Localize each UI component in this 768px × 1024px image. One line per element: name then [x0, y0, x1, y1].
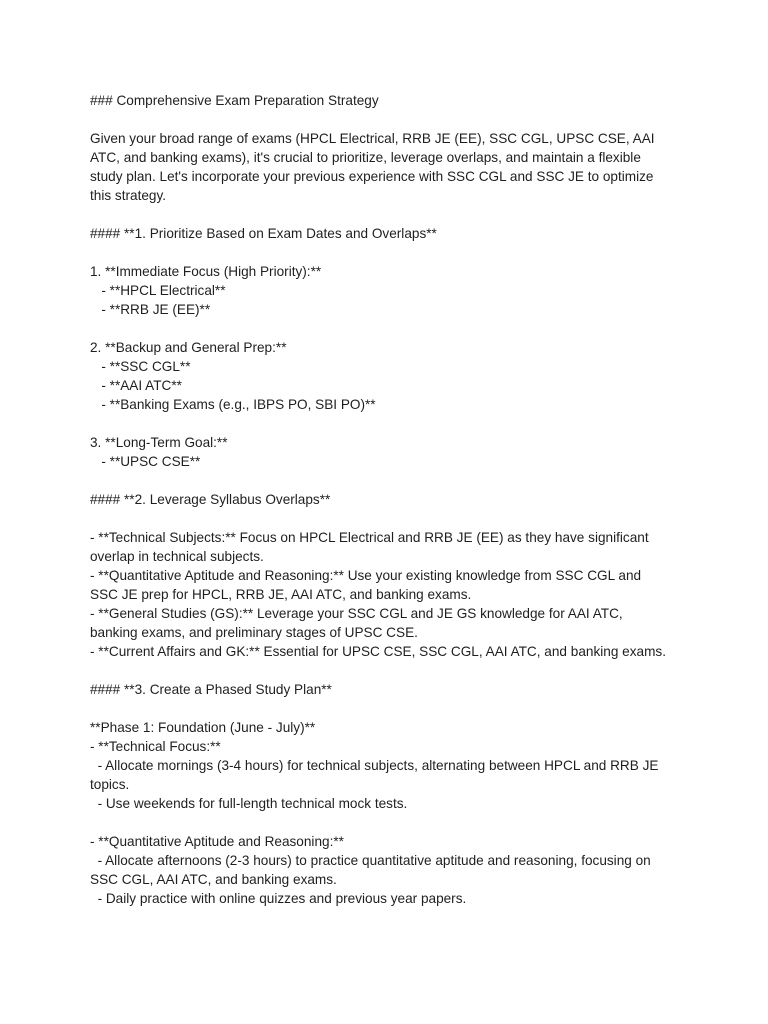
- sub-list-item: - **Banking Exams (e.g., IBPS PO, SBI PO)**: [90, 397, 376, 412]
- paragraph-line: SSC CGL, AAI ATC, and banking exams.: [90, 872, 337, 887]
- blank-line: [90, 205, 690, 224]
- sub-list-item: - Allocate mornings (3-4 hours) for technical subjects, alternating between HPCL and RRB JE: [90, 758, 659, 773]
- paragraph-line: overlap in technical subjects.: [90, 549, 264, 564]
- blank-line: [90, 110, 690, 129]
- intro-line: ATC, and banking exams), it's crucial to prioritize, leverage overlaps, and maintain a flexible: [90, 150, 641, 165]
- blank-line: [90, 699, 690, 718]
- document-body: [90, 91, 690, 908]
- section-heading: #### **3. Create a Phased Study Plan**: [90, 682, 332, 697]
- blank-line: [90, 509, 690, 528]
- paragraph-line: - **Current Affairs and GK:** Essential for UPSC CSE, SSC CGL, AAI ATC, and banking exams.: [90, 644, 666, 659]
- blank-line: [90, 414, 690, 433]
- paragraph-line: SSC JE prep for HPCL, RRB JE, AAI ATC, and banking exams.: [90, 587, 472, 602]
- blank-line: [90, 471, 690, 490]
- list-item: - **Technical Focus:**: [90, 739, 221, 754]
- paragraph-line: - **General Studies (GS):** Leverage your SSC CGL and JE GS knowledge for AAI ATC,: [90, 606, 623, 621]
- list-item: 2. **Backup and General Prep:**: [90, 340, 287, 355]
- phase-heading: **Phase 1: Foundation (June - July)**: [90, 720, 316, 735]
- sub-list-item: - Daily practice with online quizzes and previous year papers.: [90, 891, 467, 906]
- list-item: - **Quantitative Aptitude and Reasoning:**: [90, 834, 344, 849]
- list-item: 1. **Immediate Focus (High Priority):**: [90, 264, 322, 279]
- paragraph-line: - **Technical Subjects:** Focus on HPCL Electrical and RRB JE (EE) as they have significant: [90, 530, 649, 545]
- sub-list-item: - Allocate afternoons (2-3 hours) to practice quantitative aptitude and reasoning, focusing on: [90, 853, 651, 868]
- intro-line: study plan. Let's incorporate your previous experience with SSC CGL and SSC JE to optimize: [90, 169, 654, 184]
- intro-line: this strategy.: [90, 188, 167, 203]
- blank-line: [90, 661, 690, 680]
- sub-list-item: - **SSC CGL**: [90, 359, 191, 374]
- section-heading: #### **1. Prioritize Based on Exam Dates and Overlaps**: [90, 226, 437, 241]
- intro-line: Given your broad range of exams (HPCL Electrical, RRB JE (EE), SSC CGL, UPSC CSE, AAI: [90, 131, 655, 146]
- list-item: 3. **Long-Term Goal:**: [90, 435, 228, 450]
- paragraph-line: topics.: [90, 777, 130, 792]
- blank-line: [90, 319, 690, 338]
- blank-line: [90, 243, 690, 262]
- paragraph-line: - **Quantitative Aptitude and Reasoning:** Use your existing knowledge from SSC CGL and: [90, 568, 642, 583]
- sub-list-item: - Use weekends for full-length technical mock tests.: [90, 796, 408, 811]
- sub-list-item: - **UPSC CSE**: [90, 454, 201, 469]
- section-heading: #### **2. Leverage Syllabus Overlaps**: [90, 492, 331, 507]
- sub-list-item: - **RRB JE (EE)**: [90, 302, 211, 317]
- sub-list-item: - **HPCL Electrical**: [90, 283, 226, 298]
- paragraph-line: banking exams, and preliminary stages of UPSC CSE.: [90, 625, 418, 640]
- blank-line: [90, 813, 690, 832]
- sub-list-item: - **AAI ATC**: [90, 378, 182, 393]
- document-title: ### Comprehensive Exam Preparation Strategy: [90, 93, 379, 108]
